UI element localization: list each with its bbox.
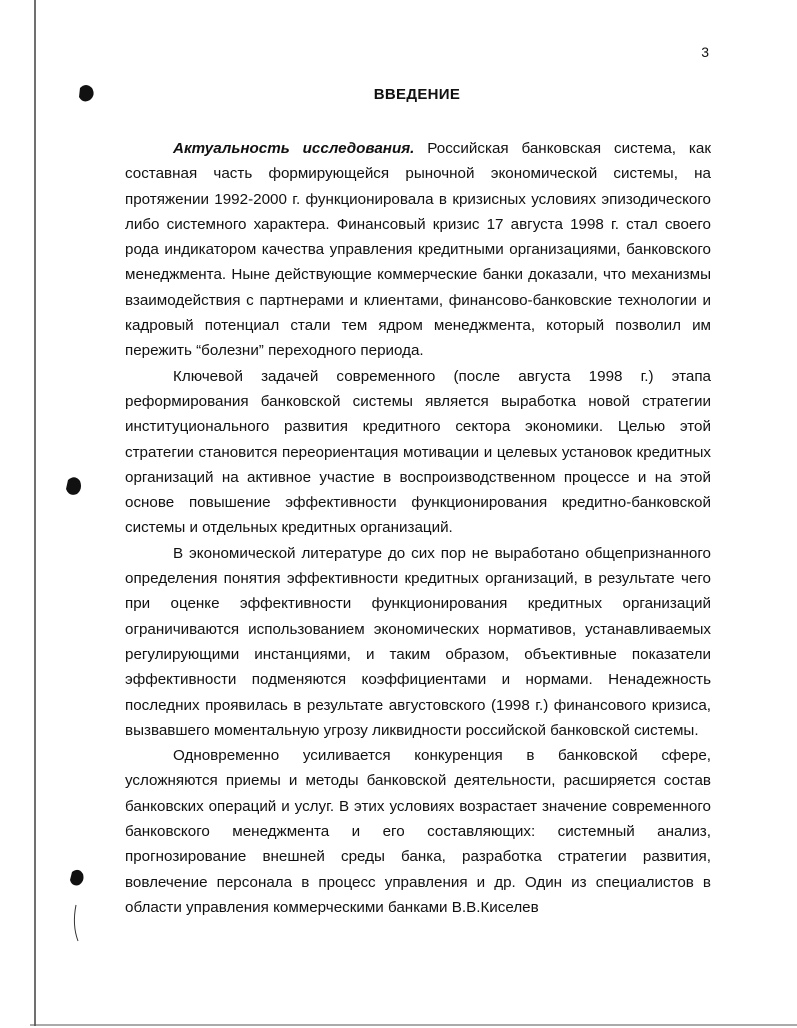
paragraph-key-task: Ключевой задачей современного (после августа 1998 г.) этапа реформирования банковской системы является выработка новой стратегии институционального развития кредитного сектора экономики. Целью этой стратегии становится переориентация мотивации и целевых установок кредитных организаций на активное участие в воспроизводственном процессе и на этой основе повышение эффективности функционирования кредитно-банковской системы и отдельных кредитных организаций. xyxy=(125,367,711,537)
paragraph-relevance xyxy=(125,136,711,364)
page-number: 3 xyxy=(701,44,709,60)
paragraph-competition: Одновременно усиливается конкуренция в банковской сфере, усложняются приемы и методы банковской деятельности, расширяется состав банковских операций и услуг. В этих условиях возрастает значение современного банковского менеджмента и его составляющих: системный анализ, прогнозирование внешней среды банка, разработка стратегии развития, вовлечение персонала в процесс управления и др. Один из специалистов в области управления коммерческими банками В.В.Киселев xyxy=(125,747,711,916)
paragraph-literature: В экономической литературе до сих пор не выработано общепризнанного определения понятия эффективности кредитных организаций, в результате чего при оценке эффективности функционирования кредитных организаций ограничиваются использованием экономических нормативов, устанавливаемых регулирующими инстанциями, и таким образом, объективные показатели эффективности подменяются коэффициентами и нормами. Ненадежность последних проявилась в результате августовского (1998 г.) финансового кризиса, вызвавшего моментальную угрозу ликвидности российской банковской системы. xyxy=(125,544,711,739)
paragraph-text: Российская банковская система, как составная часть формирующейся рыночной экономической системы, на протяжении 1992-2000 г. функционировала в кризисных условиях эпизодического либо системного характера. Финансовый кризис 17 августа 1998 г. стал своего рода индикатором качества управления кредитными организациями, банковского менеджмента. Ныне действующие коммерческие банки доказали, что механизмы взаимодействия с партнерами и клиентами, финансово-банковские технологии и кадровый потенциал стали тем ядром менеджмента, который позволил им пережить “болезни” переходного периода. xyxy=(125,140,711,360)
scan-artifact-stroke xyxy=(74,905,78,941)
punch-hole-mark-middle xyxy=(66,477,81,495)
section-heading: ВВЕДЕНИЕ xyxy=(373,86,461,103)
punch-hole-mark-bottom xyxy=(70,870,84,886)
paragraph-lead: Актуальность исследования. xyxy=(173,140,415,157)
body-text xyxy=(125,136,711,920)
